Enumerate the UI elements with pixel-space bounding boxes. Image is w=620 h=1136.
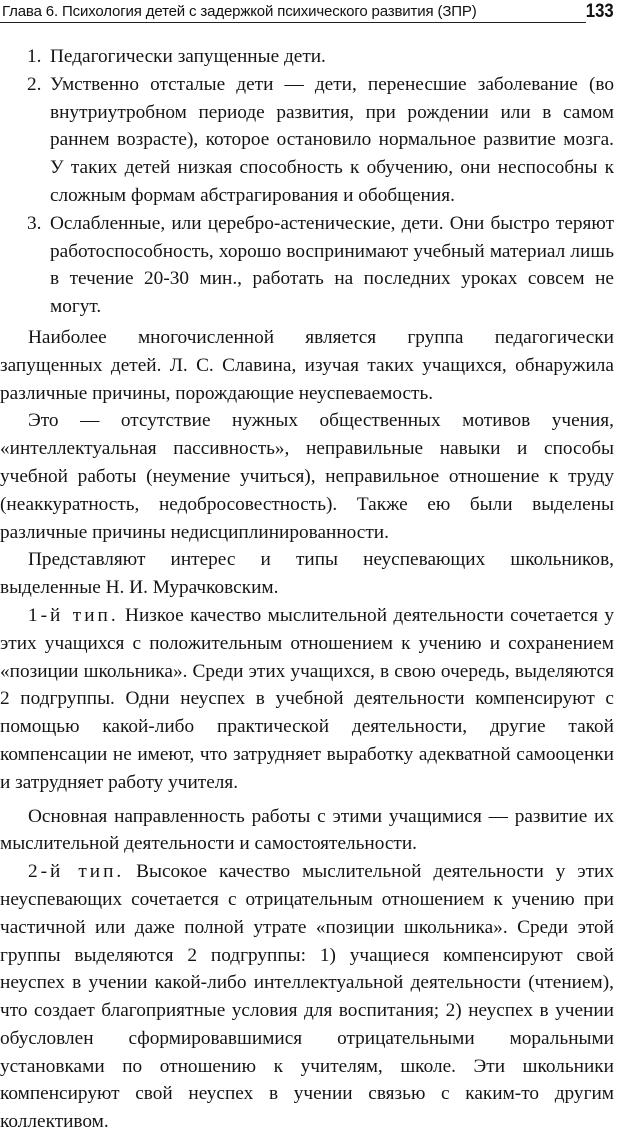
- list-item: [0, 210, 614, 321]
- list-item: [0, 71, 614, 210]
- paragraph: Представляют интерес и типы неуспевающих школьников, выделенные Н. И. Мурачковским.: [0, 549, 614, 599]
- list-item-text: Умственно отсталые дети — дети, перенесшие заболевание (во внутриутробном периоде развития, при рождении или в самом раннем возрасте), которое остановило нормальное развитие мозга. У таких детей низкая способность к обучению, они неспособны к сложным формам абстрагирования и обобщения.: [50, 73, 614, 206]
- list-item-number: 1.: [27, 46, 42, 67]
- chapter-title: Глава 6. Психология детей с задержкой психического развития (ЗПР): [2, 3, 477, 20]
- paragraph: Основная направленность работы с этими учащимися — развитие их мыслительной деятельности и самостоятельности.: [0, 805, 614, 855]
- type-1-lead: 1-й тип.: [28, 604, 119, 626]
- paragraph: Наиболее многочисленной является группа педагогически запущенных детей. Л. С. Славина, изучая таких учащихся, обнаружила различные причины, порождающие неуспеваемость.: [0, 326, 614, 404]
- paragraph-type-2: [0, 858, 614, 1136]
- list-item-text: Ослабленные, или церебро-астенические, дети. Они быстро теряют работоспособность, хорошо воспринимают учебный материал лишь в течение 20-30 мин., работать на последних уроках совсем не могут.: [50, 212, 614, 318]
- type-2-text: Высокое качество мыслительной деятельности у этих неуспевающих сочетается с отрицательным отношением к учению при частичной или даже полной утрате «позиции школьника». Среди этой группы выделяются 2 подгруппы: 1) учащиеся компенсируют свой неуспех в учении какой-либо интеллектуальной деятельности (чтением), что создает благоприятные условия для воспитания; 2) неуспех в учении обусловлен сформировавшимися отрицательными моральными установками по отношению к учителям, школе. Эти школьники компенсируют свой неуспех в учении связью с каким-то другим коллективом.: [0, 861, 614, 1133]
- list-item: [0, 43, 614, 71]
- list-item-number: 3.: [27, 212, 42, 234]
- page-number: 133: [586, 1, 614, 22]
- paragraph: Это — отсутствие нужных общественных мотивов учения, «интеллектуальная пассивность», неправильные навыки и способы учебной работы (неумение учиться), неправильное отношение к труду (неаккуратность, недобросовестность). Также ею были выделены различные причины недисциплинированности.: [0, 410, 614, 543]
- header-rule: [0, 22, 586, 23]
- type-2-lead: 2-й тип.: [28, 861, 125, 883]
- body-text: [0, 43, 614, 1136]
- type-1-text: Низкое качество мыслительной деятельности сочетается у этих учащихся с положительным отношением к учению и сохранением «позиции школьника». Среди этих учащихся, в свою очередь, выделяются 2 подгруппы. Одни неуспех в учебной деятельности компенсируют с помощью какой-либо практической деятельности, другие такой компенсации не имеют, что затрудняет выработку адекватной самооценки и затрудняет работу учителя.: [0, 604, 614, 793]
- numbered-list: [0, 43, 614, 321]
- list-item-text: Педагогически запущенные дети.: [50, 46, 326, 67]
- paragraph-type-1: [0, 602, 614, 797]
- list-item-number: 2.: [27, 73, 42, 95]
- running-header: [0, 0, 620, 26]
